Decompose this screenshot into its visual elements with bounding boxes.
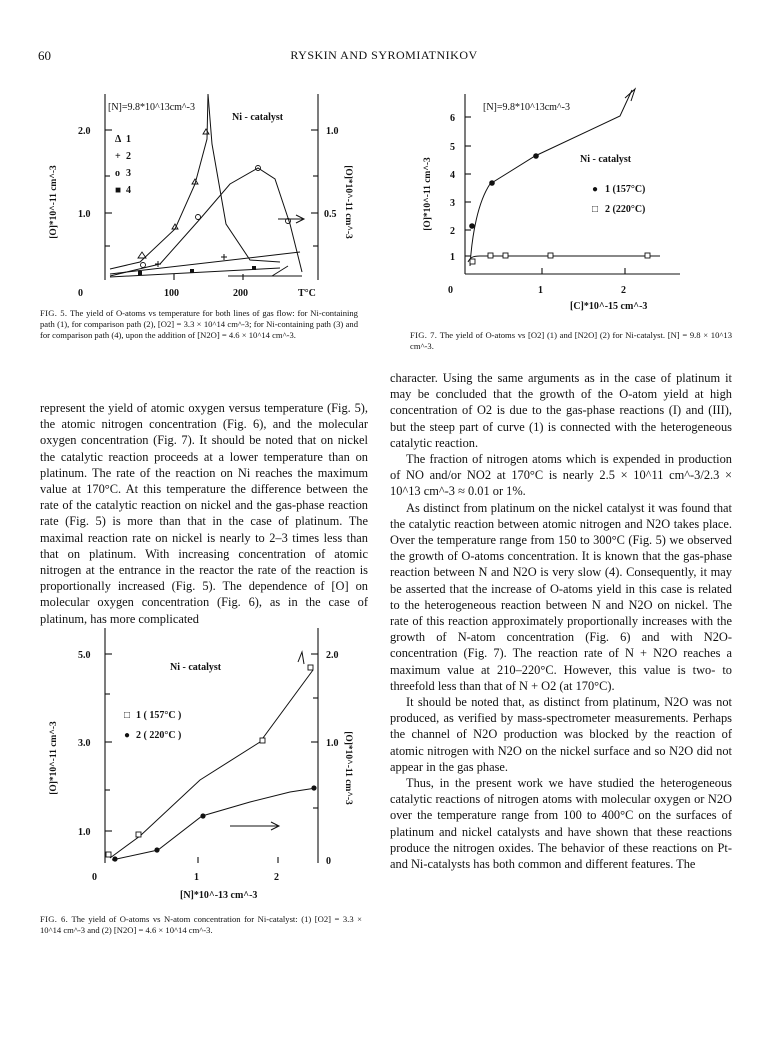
fig5-origin: 0	[78, 288, 83, 299]
fig5-legend-label: 4	[126, 185, 131, 196]
fig6-x-tick: 2	[274, 872, 279, 883]
fig7-point	[488, 253, 493, 258]
fig6-right-tick: 0	[326, 856, 331, 867]
fig6-legend-label: 1 ( 157°C )	[136, 710, 182, 721]
paragraph: The fraction of nitrogen atoms which is expended in production of NO and/or NO2 at 170°C is nearly 2.5 × 10^11 cm^-3/2.3 × 10^13 cm^-3 ≈ 0.01 or 1%.	[390, 452, 732, 499]
fig6-x-tick: 1	[194, 872, 199, 883]
fig7-point	[548, 253, 553, 258]
figure-6	[40, 618, 370, 903]
fig6-point	[136, 832, 141, 837]
fig7-y-tick: 2	[450, 226, 455, 237]
paragraph: It should be noted that, as distinct from platinum, N2O was not produced, as verified by mass-spectrometer measurements. Perhaps the channel of N2O production was blocked by the reaction of atomic nitrogen with N2O on the nickel surface and so N2O did not appear in the gas phase.	[390, 695, 732, 774]
fig6-origin: 0	[92, 872, 97, 883]
fig7-legend-label: 2 (220°C)	[605, 204, 646, 215]
fig7-caption-text: The yield of O-atoms vs [O2] (1) and [N2O] (2) for Ni-catalyst. [N] = 9.8 × 10^13 cm^-3.	[410, 330, 732, 351]
fig7-y-tick: 5	[450, 142, 455, 153]
paragraph: represent the yield of atomic oxygen versus temperature (Fig. 5), the atomic nitrogen concentration (Fig. 6), and the molecular oxygen concentration (Fig. 7). It should be noted that on nickel the catalytic reaction proceeds at a lower temperature than on platinum. The rate of the reaction on Ni reaches the maximum value at 170°C. At this temperature the difference between the rate of the catalytic reaction on nickel and the gas-phase reaction rate (Fig. 5) is more than that in the case of platinum. The maximal reaction rate on nickel is nearly to 2–3 times less than that on platinum. With increasing concentration of atomic nitrogen at the entrance in the reactor the rate of the reaction is proportionally increased (Fig. 5). The dependence of [O] on molecular oxygen concentration (Fig. 6), as in the case of platinum, has more complicated	[40, 401, 368, 626]
fig7-point	[503, 253, 508, 258]
fig5-y-right-label: [O]*10^-11 cm^-3	[343, 165, 353, 239]
figure-7	[410, 84, 740, 314]
fig7-legend-label: 1 (157°C)	[605, 184, 646, 195]
fig6-legend-symbol: □	[124, 710, 131, 721]
fig5-x-tick: 200	[233, 288, 248, 299]
fig5-legend-symbol: o	[115, 168, 120, 179]
fig5-legend-label: 3	[126, 168, 131, 179]
fig7-x-tick: 1	[538, 285, 543, 296]
fig7-x-label: [C]*10^-15 cm^-3	[570, 301, 648, 312]
fig5-caption-label: FIG. 5.	[40, 308, 68, 318]
fig5-right-tick: 1.0	[326, 126, 339, 137]
fig6-point	[311, 785, 316, 790]
fig5-point	[221, 254, 227, 260]
fig7-point	[470, 259, 475, 264]
fig6-curve-2	[112, 788, 316, 860]
fig5-point	[196, 215, 201, 220]
figure-7-plot	[410, 84, 740, 314]
fig6-point	[106, 852, 111, 857]
fig7-caption-label: FIG. 7.	[410, 330, 438, 340]
right-column-text	[390, 370, 732, 872]
fig5-point	[155, 261, 161, 267]
figure-5-plot	[40, 84, 370, 299]
fig5-y-left-label: [O]*10^-11 cm^-3	[49, 165, 59, 239]
page-number: 60	[38, 48, 51, 63]
fig6-point	[308, 665, 313, 670]
fig6-arrowhead-2	[298, 652, 304, 664]
fig7-curve-2	[468, 256, 660, 262]
fig6-curve-1	[110, 670, 313, 858]
fig7-y-tick: 4	[450, 170, 455, 181]
fig7-point	[533, 153, 539, 159]
fig5-legend-symbol: +	[115, 151, 121, 162]
fig6-point	[154, 847, 159, 852]
fig5-x-tick: 100	[164, 288, 179, 299]
fig5-curve-2	[110, 252, 300, 274]
fig6-point	[260, 738, 265, 743]
fig6-left-tick: 3.0	[78, 738, 91, 749]
fig7-y-tick: 3	[450, 198, 455, 209]
fig7-y-tick: 1	[450, 252, 455, 263]
fig6-point	[112, 856, 117, 861]
fig6-y-left-label: [O]*10^-11 cm^-3	[49, 721, 59, 795]
paragraph: Thus, in the present work we have studied the heterogeneous catalytic reactions of nitrogen atoms with molecular oxygen or N2O over the temperature range from 100 to 400°C on the surfaces of platinum and nickel catalysts and have shown that these reactions produce the nitrogen oxides. The behavior of these reactions on Pt- and Ni-catalysts has both common and different features. The	[390, 776, 732, 872]
fig5-left-tick: 1.0	[78, 209, 91, 220]
fig5-annotation: [N]=9.8*10^13cm^-3	[108, 102, 195, 113]
fig6-point	[200, 813, 205, 818]
fig7-point	[645, 253, 650, 258]
fig6-left-tick: 5.0	[78, 650, 91, 661]
fig7-origin: 0	[448, 285, 453, 296]
fig5-legend-label: 1	[126, 134, 131, 145]
fig5-caption-text: The yield of O-atoms vs temperature for both lines of gas flow: for Ni-containing path (1), for comparison path (2), [O2] = 3.3 × 10^14 cm^-3; for Ni-containing path (3) and for comparison path (4), upon the addition of [N2O] = 4.6 × 10^14 cm^-3.	[40, 308, 358, 340]
fig6-right-tick: 2.0	[326, 650, 339, 661]
fig6-catalyst-label: Ni - catalyst	[170, 662, 222, 673]
fig6-legend-label: 2 ( 220°C )	[136, 730, 182, 741]
figure-6-plot	[40, 618, 370, 903]
fig5-catalyst-label: Ni - catalyst	[232, 112, 284, 123]
fig5-x-label: T°C	[298, 288, 316, 299]
fig6-caption-label: FIG. 6.	[40, 914, 69, 924]
running-title: RYSKIN AND SYROMIATNIKOV	[290, 48, 478, 62]
paragraph: As distinct from platinum on the nickel catalyst it was found that the catalytic reaction between atomic nitrogen and N2O takes place. Over the temperature range from 150 to 300°C (Fig. 5) we observed the growth of O-atoms concentration. It is known that the gas-phase reaction between N and N2O is very slow (4). Consequently, it may be asserted that the increase of O-atoms yield in this case is related to the heterogeneous reaction between N and N2O on nickel. The rate of this reaction approximately proportionally increases with the growth of N-atom concentration (Fig. 6) and with N2O-concentration (Fig. 7). The reaction rate of N + N2O reaches a maximum value at 210–220°C. However, this value is two- to threefold less than that of N + O2 (at 170°C).	[390, 500, 732, 693]
fig5-point	[252, 266, 256, 270]
fig6-right-tick: 1.0	[326, 738, 339, 749]
fig5-point	[138, 271, 142, 275]
fig5-left-tick: 2.0	[78, 126, 91, 137]
fig6-legend-symbol: ●	[124, 730, 131, 741]
fig5-caption	[40, 308, 358, 341]
fig5-legend-symbol: Δ	[115, 134, 122, 145]
fig7-annotation: [N]=9.8*10^13cm^-3	[483, 102, 570, 113]
fig6-y-right-label: [O]*10^-11 cm^-3	[343, 731, 353, 805]
fig7-y-label: [O]*10^-11 cm^-3	[423, 157, 433, 231]
fig5-point	[203, 129, 209, 134]
fig7-x-tick: 2	[621, 285, 626, 296]
fig5-legend-label: 2	[126, 151, 131, 162]
fig7-legend-symbol: □	[592, 204, 599, 215]
fig6-caption	[40, 914, 362, 936]
fig6-x-label: [N]*10^-13 cm^-3	[180, 890, 258, 901]
fig6-left-tick: 1.0	[78, 827, 91, 838]
left-column-text	[40, 400, 368, 627]
fig5-right-tick: 0.5	[324, 209, 337, 220]
fig5-curve-3	[110, 168, 302, 276]
fig7-y-tick: 6	[450, 113, 455, 124]
fig5-point	[141, 263, 146, 268]
fig7-point	[489, 180, 495, 186]
fig6-caption-text: The yield of O-atoms vs N-atom concentration for Ni-catalyst: (1) [O2] = 3.3 × 10^14 cm^-3 and (2) [N2O] = 4.6 × 10^14 cm^-3.	[40, 914, 362, 935]
fig7-caption	[410, 330, 732, 352]
fig7-catalyst-label: Ni - catalyst	[580, 154, 632, 165]
fig7-curve-1	[470, 90, 632, 266]
fig7-point	[469, 223, 475, 229]
fig5-point	[190, 269, 194, 273]
fig7-legend-symbol: ●	[592, 184, 599, 195]
fig5-legend-symbol: ■	[115, 185, 122, 196]
figure-5	[40, 84, 370, 299]
paragraph: character. Using the same arguments as in the case of platinum it may be concluded that the growth of the O-atom yield at high concentration of O2 is due to the gas-phase reactions (I) and (III), but the steep part of curve (1) is connected with the heterogeneous catalytic reaction.	[390, 371, 732, 450]
